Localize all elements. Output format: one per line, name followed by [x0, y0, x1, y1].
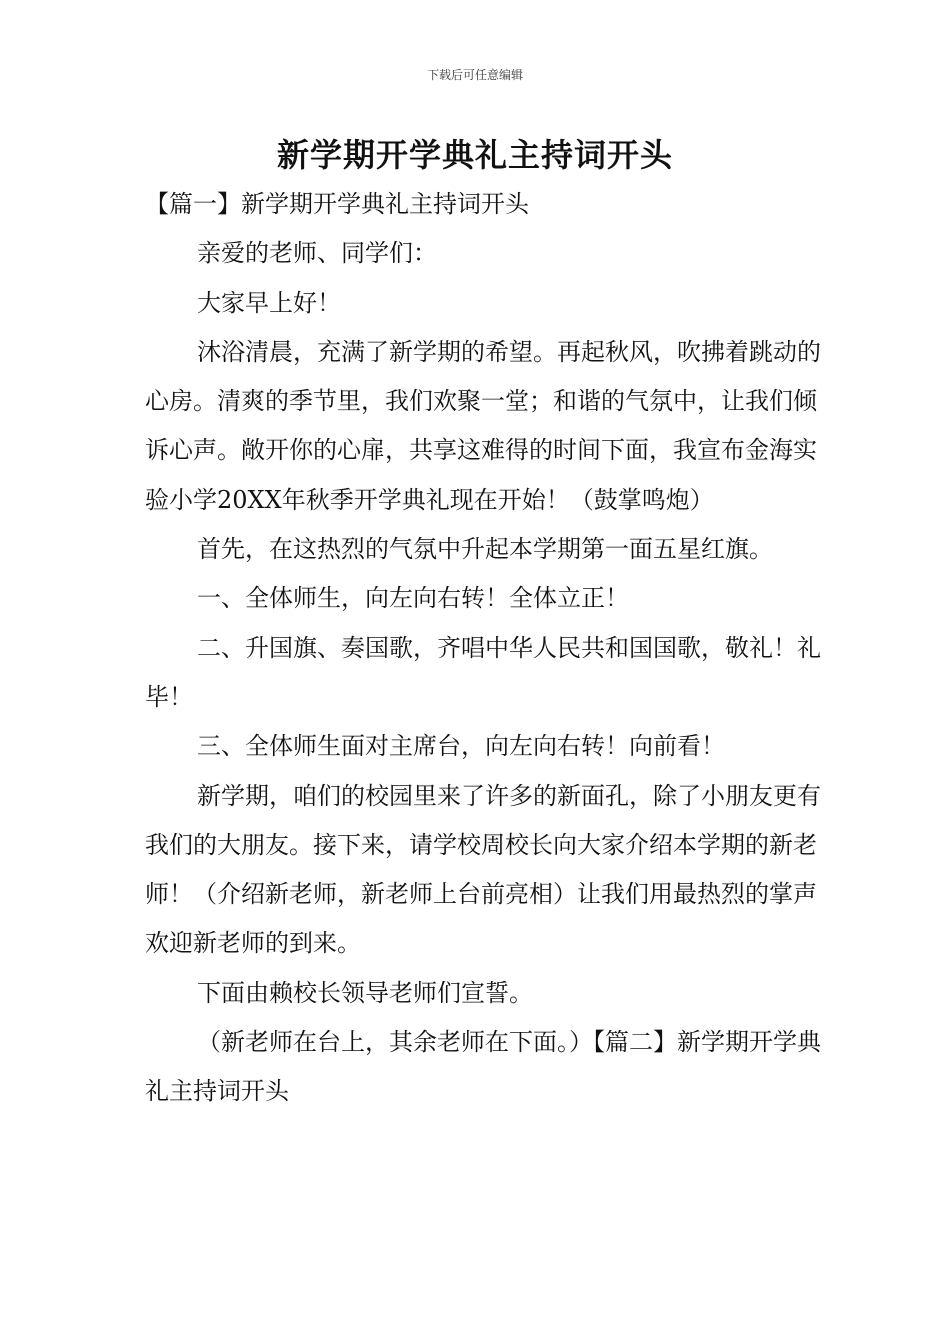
section-heading: 【篇一】新学期开学典礼主持词开头 [145, 190, 529, 218]
paragraph: 三、全体师生面对主席台，向左向右转！向前看！ [197, 732, 725, 761]
paragraph: 下面由赖校长领导老师们宣誓。 [197, 978, 533, 1007]
document-body [145, 180, 825, 1117]
paragraph: 二、升国旗、奏国歌，齐唱中华人民共和国国歌，敬礼！礼毕！ [145, 633, 821, 711]
paragraph: 一、全体师生，向左向右转！全体立正！ [197, 584, 629, 613]
paragraph: 沐浴清晨，充满了新学期的希望。再起秋风，吹拂着跳动的心房。清爽的季节里，我们欢聚一堂；和谐的气氛中，让我们倾诉心声。敞开你的心扉，共享这难得的时间下面，我宣布金海实验小学20XX年秋季开学典礼现在开始！（鼓掌鸣炮） [145, 337, 821, 514]
header-note: 下载后可任意编辑 [426, 68, 523, 82]
paragraph: 亲爱的老师、同学们： [197, 239, 437, 268]
document-title: 新学期开学典礼主持词开头 [276, 136, 673, 174]
paragraph: 新学期，咱们的校园里来了许多的新面孔，除了小朋友更有我们的大朋友。接下来，请学校周校长向大家介绍本学期的新老师！（介绍新老师，新老师上台前亮相）让我们用最热烈的掌声欢迎新老师的到来。 [145, 781, 821, 958]
paragraph: 大家早上好！ [197, 288, 341, 317]
paragraph: 首先，在这热烈的气氛中升起本学期第一面五星红旗。 [197, 535, 773, 564]
paragraph: （新老师在台上，其余老师在下面。）【篇二】新学期开学典礼主持词开头 [145, 1028, 821, 1106]
